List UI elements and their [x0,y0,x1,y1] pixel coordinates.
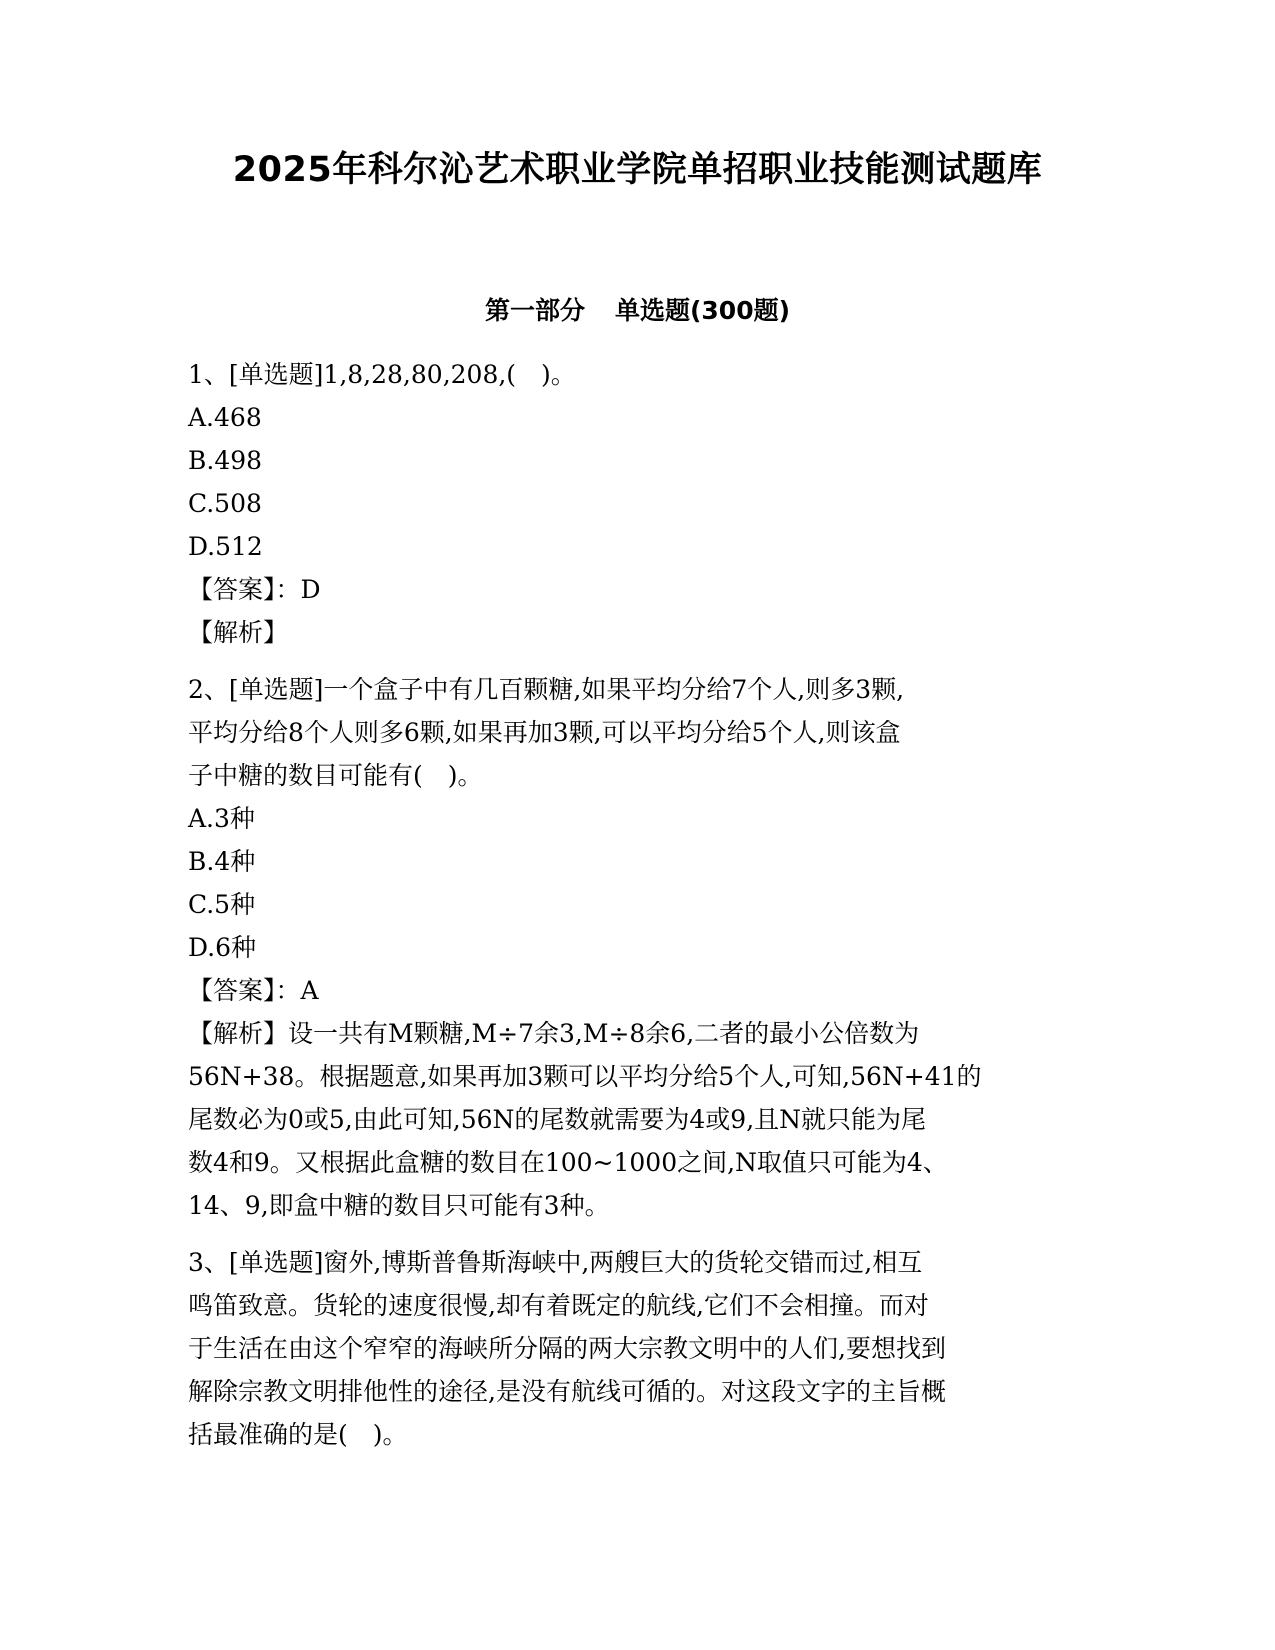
answer-line: 【答案】：A [188,976,319,1005]
question-list [188,353,1093,1470]
question-stem-line: 子中糖的数目可能有( )。 [188,761,483,790]
option-b: B.498 [188,446,263,475]
option-a: A.468 [188,403,262,432]
question-stem-line: 平均分给8个人则多6颗,如果再加3颗,可以平均分给5个人,则该盒 [188,718,901,747]
question-stem-line: 于生活在由这个窄窄的海峡所分隔的两大宗教文明中的人们,要想找到 [188,1334,946,1363]
option-c: C.5种 [188,890,256,919]
analysis-line: 尾数必为0或5,由此可知,56N的尾数就需要为4或9,且N就只能为尾 [188,1105,927,1134]
option-b: B.4种 [188,847,256,876]
analysis-line: 14、9,即盒中糖的数目只可能有3种。 [188,1191,610,1220]
option-d: D.512 [188,532,263,561]
analysis-line: 【解析】 [188,618,289,647]
question-stem-line: 鸣笛致意。货轮的速度很慢,却有着既定的航线,它们不会相撞。而对 [188,1291,929,1320]
document-title: 2025年科尔沁艺术职业学院单招职业技能测试题库 [232,150,1043,190]
question-item [188,668,1093,1227]
section-part: 第一部分 [484,296,585,325]
question-stem-line: 3、[单选题]窗外,博斯普鲁斯海峡中,两艘巨大的货轮交错而过,相互 [188,1248,923,1277]
section-heading [0,294,1275,328]
question-stem-line: 2、[单选题]一个盒子中有几百颗糖,如果平均分给7个人,则多3颗, [188,675,905,704]
question-item [188,353,1093,654]
question-item [188,1241,1093,1456]
question-stem-line: 括最准确的是( )。 [188,1420,408,1449]
analysis-line: 56N+38。根据题意,如果再加3颗可以平均分给5个人,可知,56N+41的 [188,1062,982,1091]
question-stem-line: 解除宗教文明排他性的途径,是没有航线可循的。对这段文字的主旨概 [188,1377,946,1406]
answer-line: 【答案】：D [188,575,321,604]
question-stem-line: 1、[单选题]1,8,28,80,208,( )。 [188,360,576,389]
section-name: 单选题(300题) [614,296,791,325]
analysis-line: 数4和9。又根据此盒糖的数目在100~1000之间,N取值只可能为4、 [188,1148,948,1177]
option-c: C.508 [188,489,262,518]
option-a: A.3种 [188,804,255,833]
analysis-line: 【解析】设一共有M颗糖,M÷7余3,M÷8余6,二者的最小公倍数为 [188,1019,920,1048]
option-d: D.6种 [188,933,257,962]
